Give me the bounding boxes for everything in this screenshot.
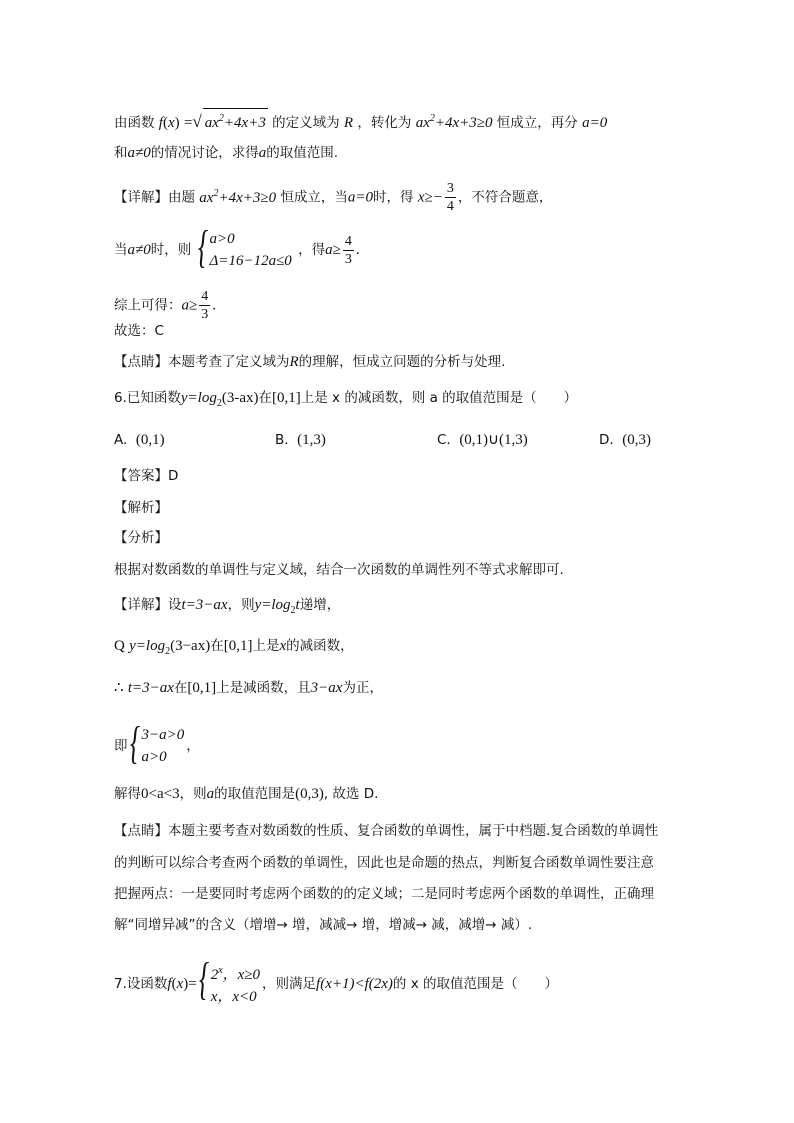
section-tag: 【详解】 [114,597,168,613]
math-log: y=log [254,597,291,613]
text-span: 的情况讨论，求得 [150,145,259,161]
fraction: $\frac{3}{4}$ [446,181,454,214]
text-span: 由题 [168,189,195,206]
detail-line-1: 【详解】设t=3−ax，则$y=\log_2t$递增， [114,597,341,616]
math-condition: a=0 [582,115,608,131]
answer-line: 【答案】D [114,468,179,484]
text-span: 时，得 [373,189,414,206]
text-span: 由函数 [114,115,155,131]
math-log: y=log [180,390,217,406]
text-span: 和 [114,145,128,161]
text-line-1: 由函数 f(x) =√ $ax^2+4x+3$ 的定义域为 R ，转化为 $ax^2+4x+3\ge 0$ 恒成立，再分 a=0 [114,108,607,133]
fenxi-heading: 【分析】 [114,530,168,546]
text-span: 时，则 [150,242,192,258]
text-line-6: 故选：C [114,323,164,339]
math-a: a [258,145,267,161]
math-log: y=log [129,638,166,654]
text-span: 的定义域为 [272,115,340,131]
math-interval: [0,1] [187,680,217,696]
math-R: R [289,354,299,370]
text-span: 恒成立，当 [280,189,348,206]
inequality: $ax^2+4x+3\ge 0$ [415,113,493,131]
math-condition: a≠0 [127,145,151,161]
fraction: $\frac{4}{3}$ [344,233,352,267]
option-a: A. (0,1) [114,432,165,448]
math-range: 0<a<3 [141,786,180,802]
equation-system: { a>0 Δ=16−12a≤0 [197,221,292,272]
text-span: ，得 [298,242,326,258]
math-condition: a≠0 [127,242,151,258]
detail-line-2: Q $y=\log_2(3-ax)$在[0,1]上是x的减函数， [114,638,354,657]
option-b: B. (1,3) [275,432,326,448]
text-span: 在 [258,390,272,406]
math-expression: t=3−ax [127,680,174,696]
text-span: 的理解，恒成立问题的分析与处理. [298,354,506,370]
question-7: 7.设函数f(x)= { 2$^x$，x≥0 x，x<0 ，则满足f(x+1)<f(2x)的 x 的取值范围是（ ） [114,960,558,1008]
analysis-heading: 【解析】 [114,500,168,516]
detail-line-3: ∴ t=3−ax在[0,1]上是减函数，且3−ax为正， [114,680,383,696]
math-expression: t=3−ax [181,597,228,613]
comment-line-4: 解“同增异减”的含义（增增→ 增，减减→ 增，增减→ 减，减增→ 减）. [114,917,533,933]
math-expression: a≥ [181,297,198,314]
math-x: x [167,115,175,131]
question-6: 6.已知函数$y=\log_2(3-ax)$在[0,1]上是 x 的减函数，则 a 的取值范围是（ ） [114,390,578,409]
text-line-5: 综上可得：a≥ $\frac{4}{3}$ . [114,289,216,322]
inequality: f(x+1)<f(2x) [316,976,393,992]
comment-line-2: 的判断可以综合考查两个函数的单调性，因此也是命题的热点，判断复合函数单调性要注意 [114,855,654,871]
math-interval: [0,1] [272,390,301,406]
text-span: 6.已知函数 [114,390,181,406]
because-symbol: Q [114,638,125,654]
text-span: 恒成立，再分 [496,115,578,131]
math-f: f [158,115,163,131]
math-R: R [343,115,354,131]
text-line-4: 当a≠0时，则 { a>0 Δ=16−12a≤0 ，得a≥ $\frac{4}{3}$ . [114,221,360,272]
comment-line-3: 把握两点：一是要同时考虑两个函数的的定义域；二是同时考虑两个函数的单调性，正确理 [114,886,654,902]
section-tag: 【详解】 [114,189,168,206]
text-span: ，不符合题意， [457,189,553,206]
comment-line-1: 【点睛】本题主要考查对数函数的性质、复合函数的单调性，属于中档题.复合函数的单调性 [114,823,659,839]
equation-system: { 3−a>0 a>0 [129,717,185,768]
text-span: ，转化为 [357,115,412,131]
fenxi-text: 根据对数函数的单调性与定义域，结合一次函数的单调性列不等式求解即可. [114,562,564,578]
detail-line-4: 即 { 3−a>0 a>0 ， [114,717,200,768]
math-interval: (0,3) [295,786,324,802]
math-expression: x≥− [417,189,443,206]
fraction: $\frac{4}{3}$ [201,289,209,322]
piecewise-function: { 2$^x$，x≥0 x，x<0 [198,953,261,1005]
text-line-2 [114,143,338,163]
math-condition: a=0 [347,189,374,206]
text-span: 综上可得： [114,297,182,314]
text-line-7 [114,352,505,372]
option-c: C. (0,1)∪(1,3) [437,432,528,448]
text-span: 本题考查了定义域为 [168,354,290,370]
math-expression: a≥ [325,242,341,258]
sqrt-expression: $ax^2+4x+3$ [203,108,268,133]
inequality: $ax^2+4x+3\ge 0$ [199,187,277,206]
text-line-3 [114,180,552,215]
text-span: 的取值范围. [266,145,339,161]
section-tag: 【点睛】 [114,354,168,370]
therefore-symbol: ∴ [114,680,124,696]
text-span: 当 [114,242,128,258]
detail-line-5: 解得0<a<3，则a的取值范围是(0,3), 故选 D. [114,786,379,802]
text-span: 上是 x 的减函数，则 a 的取值范围是（ ） [300,390,578,406]
option-d: D. (0,3) [599,432,652,448]
math-interval: [0,1] [223,638,253,654]
